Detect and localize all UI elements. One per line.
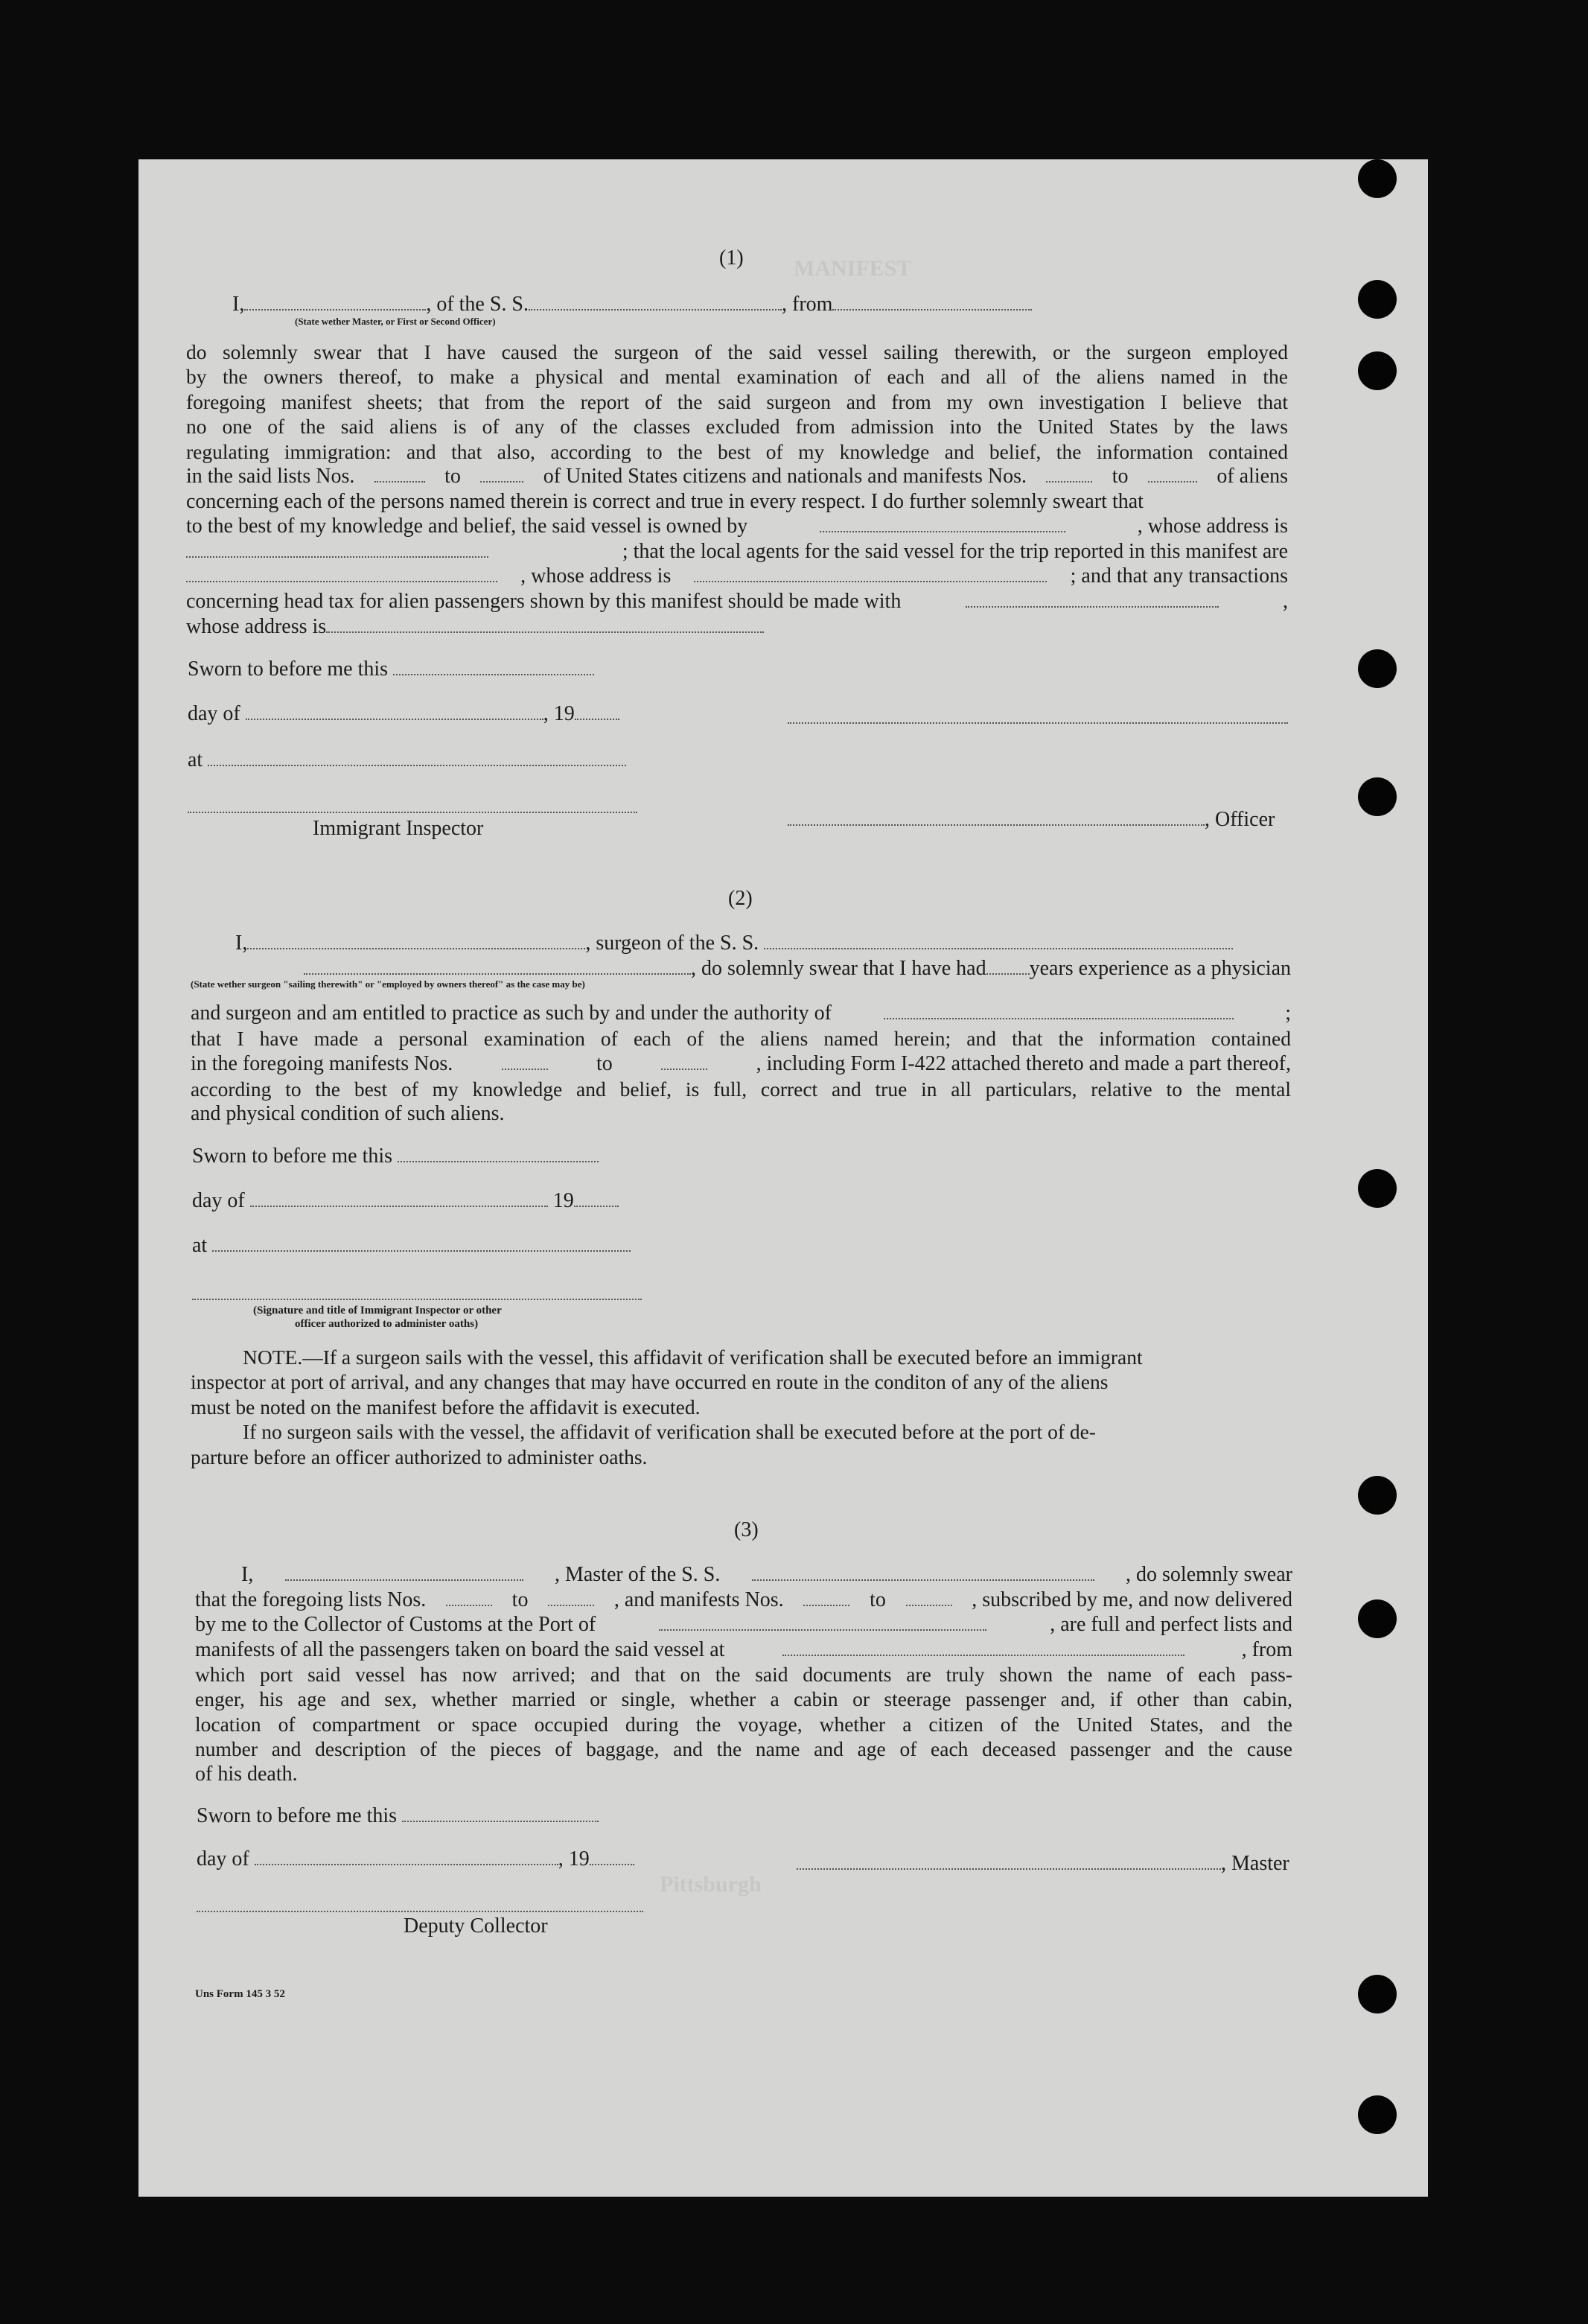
section1-line8: concerning each of the persons named therein is correct and true in every respect. I do further solemnly sweart that	[186, 490, 1144, 513]
note-line: NOTE.—If a surgeon sails with the vessel, this affidavit of verification shall be executed before an immigrant	[243, 1346, 1143, 1369]
day-of-line-3: day of , 19	[197, 1847, 634, 1871]
signature-line-2	[192, 1299, 642, 1300]
section3-last-line: of his death.	[195, 1763, 298, 1786]
body-line: which port said vessel has now arrived; and that on the said documents are truly shown the name of each pass-	[195, 1663, 1292, 1686]
section1-line12: concerning head tax for alien passengers shown by this manifest should be made with ,	[186, 590, 1288, 613]
section1-heading: (1)	[719, 246, 744, 270]
punch-hole	[1358, 1599, 1397, 1638]
surgeon-status-note: (State wether surgeon "sailing therewith" or "employed by owners thereof" as the case may be)	[191, 978, 585, 990]
surgeon-note	[191, 1345, 1291, 1469]
section2-body-2	[191, 1077, 1291, 1101]
body-line: according to the best of my knowledge and belief, is full, correct and true in all particulars, relative to the mental	[191, 1077, 1291, 1101]
section3-heading: (3)	[734, 1518, 759, 1541]
section3-line1: I, , Master of the S. S. , do solemnly swear	[241, 1563, 1292, 1586]
form-number: Uns Form 145 3 52	[195, 1988, 285, 2000]
day-of-line-1: day of , 19	[188, 701, 619, 726]
note-line: parture before an officer authorized to administer oaths.	[191, 1445, 648, 1468]
section3-line3: by me to the Collector of Customs at the Port of , are full and perfect lists and	[195, 1613, 1292, 1636]
punch-hole	[1358, 351, 1397, 390]
body-line: that I have made a personal examination of each of the aliens named herein; and that the information contained	[191, 1027, 1291, 1050]
note-line: inspector at port of arrival, and any changes that may have occurred en route in the conditon of any of the aliens	[191, 1370, 1109, 1394]
note-line: If no surgeon sails with the vessel, the affidavit of verification shall be executed before at the port of de-	[243, 1420, 1096, 1444]
punch-hole	[1358, 649, 1397, 688]
body-line: location of compartment or space occupied during the voyage, whether a citizen of the United States, and the	[195, 1712, 1292, 1736]
section1-line10: ; that the local agents for the said vessel for the trip reported in this manifest are	[186, 539, 1288, 564]
section2-line3: and surgeon and am entitled to practice as such by and under the authority of ;	[191, 1002, 1291, 1025]
sworn-line-3: Sworn to before me this	[197, 1804, 599, 1828]
at-line-1: at	[188, 748, 626, 772]
section1-line9: to the best of my knowledge and belief, the said vessel is owned by , whose address is	[186, 515, 1288, 538]
collector-signature-line	[197, 1911, 643, 1912]
section1-body	[186, 340, 1288, 464]
officer-line: , Officer	[788, 807, 1275, 832]
form-page	[138, 159, 1428, 2197]
section1-line1: I, , of the S. S. , from	[232, 292, 1032, 316]
section2-heading: (2)	[728, 887, 753, 910]
section1-line11: , whose address is ; and that any transactions	[186, 564, 1288, 588]
section3-line4: manifests of all the passengers taken on board the said vessel at , from	[195, 1638, 1292, 1661]
inspector-label: Immigrant Inspector	[313, 817, 484, 840]
at-line-2: at	[192, 1233, 631, 1258]
section3-body	[195, 1662, 1292, 1762]
section2-line2: , do solemnly swear that I have had years experience as a physician	[191, 956, 1291, 981]
section2-line7: and physical condition of such aliens.	[191, 1102, 505, 1125]
signature-caption-2: officer authorized to administer oaths)	[295, 1318, 479, 1330]
body-line: number and description of the pieces of baggage, and the name and age of each deceased passenger and the cause	[195, 1737, 1292, 1761]
section1-line7: in the said lists Nos. to of United States citizens and nationals and manifests Nos. to of aliens	[186, 465, 1288, 488]
section2-body	[191, 1026, 1291, 1051]
punch-hole	[1358, 1169, 1397, 1208]
section3-line2: that the foregoing lists Nos. to , and manifests Nos. to , subscribed by me, and now delivered	[195, 1588, 1292, 1611]
punch-hole	[1358, 280, 1397, 319]
sworn-line-2: Sworn to before me this	[192, 1144, 599, 1168]
body-line: foregoing manifest sheets; that from the report of the said surgeon and from my own investigation I believe that	[186, 389, 1288, 413]
deputy-collector-label: Deputy Collector	[404, 1914, 548, 1938]
master-line: , Master	[797, 1851, 1289, 1876]
punch-hole	[1358, 777, 1397, 816]
punch-hole	[1358, 1476, 1397, 1515]
signature-caption-1: (Signature and title of Immigrant Inspector or other	[253, 1305, 502, 1317]
body-line: by the owners thereof, to make a physical and mental examination of each and all of the aliens named in the	[186, 365, 1288, 389]
punch-hole	[1358, 159, 1397, 198]
body-line: no one of the said aliens is of any of the classes excluded from admission into the United States by the laws	[186, 415, 1288, 439]
day-of-line-2: day of 19	[192, 1188, 619, 1213]
officer-upper-line	[788, 722, 1288, 724]
body-line: regulating immigration: and that also, according to the best of my knowledge and belief, the information contained	[186, 439, 1288, 463]
bleed-through-mark: MANIFEST	[794, 256, 912, 281]
punch-hole	[1358, 1975, 1397, 2013]
sworn-line-1: Sworn to before me this	[188, 657, 594, 681]
section2-line1: I, , surgeon of the S. S.	[235, 931, 1233, 955]
note-line: must be noted on the manifest before the affidavit is executed.	[191, 1395, 701, 1419]
section2-line5: in the foregoing manifests Nos. to , including Form I-422 attached thereto and made a part thereof,	[191, 1052, 1291, 1075]
bleed-through-mark: Pittsburgh	[660, 1872, 762, 1897]
officer-rank-note: (State wether Master, or First or Second Officer)	[295, 316, 496, 327]
body-line: enger, his age and sex, whether married or single, whether a cabin or steerage passenger and, if other than cabin,	[195, 1687, 1292, 1711]
section1-line13: whose address is	[186, 614, 764, 639]
inspector-signature-line	[188, 812, 637, 813]
body-line: do solemnly swear that I have caused the surgeon of the said vessel sailing therewith, or the surgeon employed	[186, 340, 1288, 363]
punch-hole	[1358, 2095, 1397, 2134]
